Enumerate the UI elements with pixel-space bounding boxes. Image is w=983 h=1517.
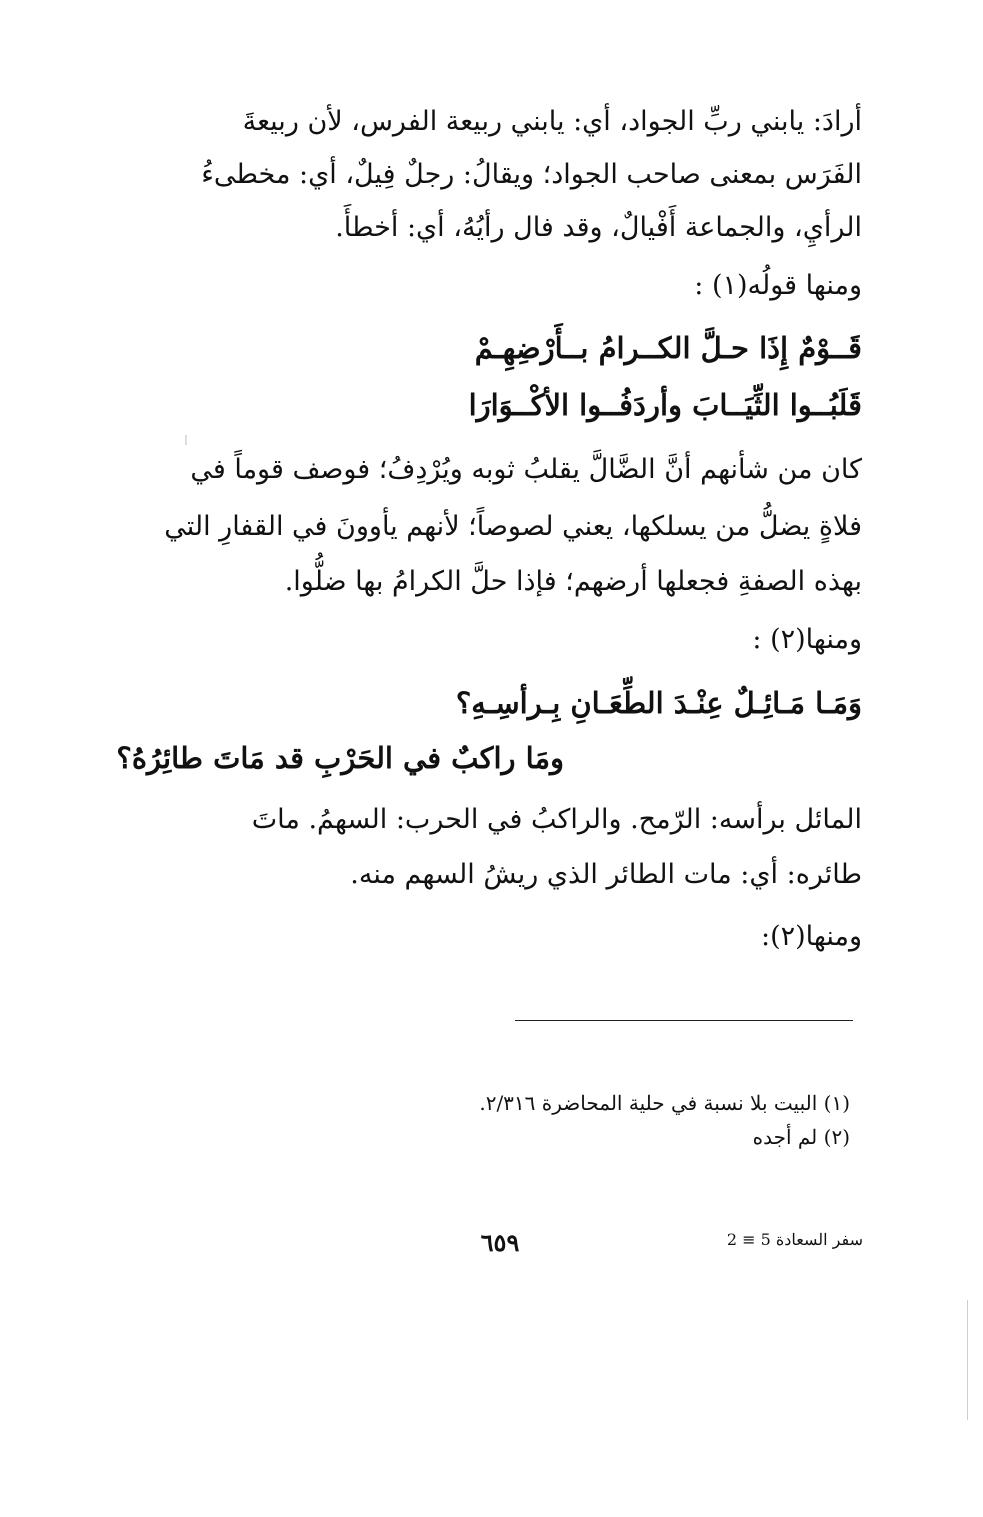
paragraph-1-line-3: الرأيِ، والجماعة أَفْيالٌ، وقد فال رأيُهُ، أي: أخطأَ. — [335, 212, 862, 243]
paragraph-3-line-1: المائل برأسه: الرّمح. والراكبُ في الحرب: السهمُ. ماتَ — [251, 804, 862, 835]
footnote-separator — [515, 1020, 853, 1021]
running-footer: سفر السعادة 5 ≡ 2 — [726, 1230, 863, 1249]
paragraph-2-line-2: فلاةٍ يضلُّ من يسلكها، يعني لصوصاً؛ لأنهم يأوونَ في القفارِ التي — [164, 511, 862, 542]
scan-edge-artifact — [967, 1300, 968, 1420]
scan-speck-artifact — [185, 435, 187, 445]
paragraph-1-line-2: الفَرَس بمعنى صاحب الجواد؛ ويقالُ: رجلٌ فِيلٌ، أي: مخطىءُ — [201, 159, 862, 190]
paragraph-3-line-2: طائره: أي: مات الطائر الذي ريشُ السهم منه. — [350, 859, 862, 890]
verse-2-hemistich-2: ومَا راكبٌ في الحَرْبِ قد مَاتَ طائِرُهُ؟ — [116, 741, 564, 775]
verse-2-hemistich-1: وَمَـا مَـائِـلٌ عِنْـدَ الطِّعَـانِ بِـرأسِـهِ؟ — [455, 686, 862, 720]
verse-1-hemistich-1: قَــوْمٌ إِذَا حـلَّ الكــرامُ بــأَرْضِهِـمْ — [474, 331, 862, 365]
intro-line-1: ومنها قولُه(١) : — [694, 270, 862, 301]
verse-1-hemistich-2: قَلَبُــوا الثِّيَــابَ وأردَفُــوا الأكْــوَارَا — [468, 388, 862, 422]
intro-line-3: ومنها(٢): — [760, 921, 862, 952]
paragraph-1-line-1: أرادَ: يابني ربِّ الجواد، أي: يابني ربيعة الفرس، لأن ربيعةَ — [242, 106, 862, 137]
paragraph-2-line-1: كان من شأنهم أنَّ الضَّالَّ يقلبُ ثوبه ويُرْدِفُ؛ فوصف قوماً في — [190, 454, 862, 485]
paragraph-2-line-3: بهذه الصفةِ فجعلها أرضهم؛ فإذا حلَّ الكرامُ بها ضلُّوا. — [284, 566, 862, 597]
intro-line-2: ومنها(٢) : — [752, 624, 862, 655]
page-number: ٦٥٩ — [480, 1228, 520, 1257]
footnote-1: (١) البيت بلا نسبة في حلية المحاضرة ٢/٣١٦. — [479, 1091, 850, 1115]
footnote-2: (٢) لم أجده — [752, 1125, 850, 1149]
